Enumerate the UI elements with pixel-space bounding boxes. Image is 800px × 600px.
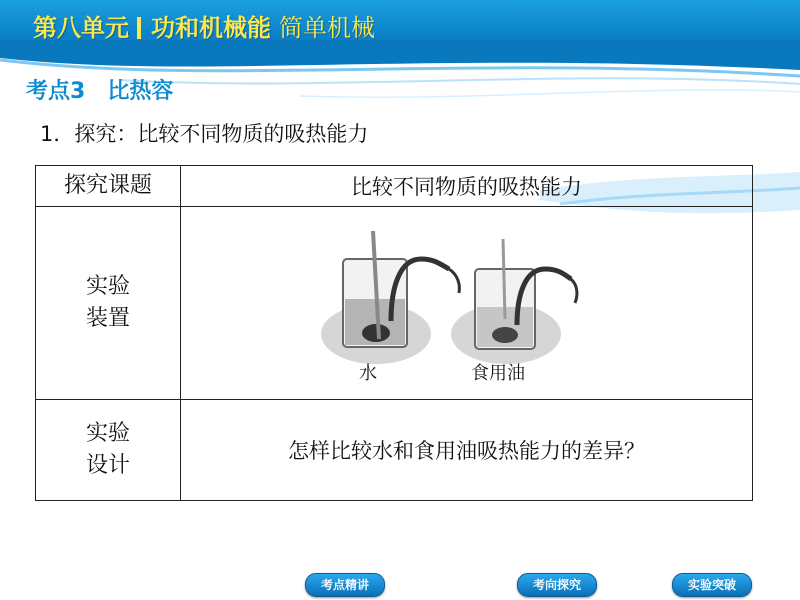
section-name: 比热容 xyxy=(107,79,174,104)
nav-button-experiment[interactable]: 实验突破 xyxy=(672,573,752,597)
row-label: 探究课题 xyxy=(36,166,181,206)
section-title xyxy=(26,74,173,105)
caption-oil: 食用油 xyxy=(471,363,525,384)
unit-label: 第八单元 xyxy=(33,14,129,42)
row-label xyxy=(36,207,181,399)
row-value: 怎样比较水和食用油吸热能力的差异？ xyxy=(288,439,645,463)
row-label-line2: 装置 xyxy=(85,306,130,331)
table-row xyxy=(36,166,752,206)
apparatus-cell xyxy=(181,207,752,399)
header-title xyxy=(33,8,375,48)
section-number: 考点3 xyxy=(26,79,86,104)
title-separator xyxy=(137,17,141,39)
subtopic-label: 简单机械 xyxy=(279,14,375,42)
topic-label: 功和机械能 xyxy=(151,14,271,42)
row-label-line2: 设计 xyxy=(85,453,130,478)
row-label-line1: 实验 xyxy=(85,421,130,446)
experiment-table xyxy=(35,165,753,501)
row-value: 比较不同物质的吸热能力 xyxy=(351,175,582,199)
caption-water: 水 xyxy=(359,363,377,384)
row-label xyxy=(36,400,181,500)
row-label-line1: 实验 xyxy=(85,274,130,299)
question-heading: 1．探究：比较不同物质的吸热能力 xyxy=(40,122,369,146)
table-row xyxy=(36,206,752,399)
nav-button-key-points[interactable]: 考点精讲 xyxy=(305,573,385,597)
nav-button-direction-explore[interactable]: 考向探究 xyxy=(517,573,597,597)
table-row xyxy=(36,399,752,500)
